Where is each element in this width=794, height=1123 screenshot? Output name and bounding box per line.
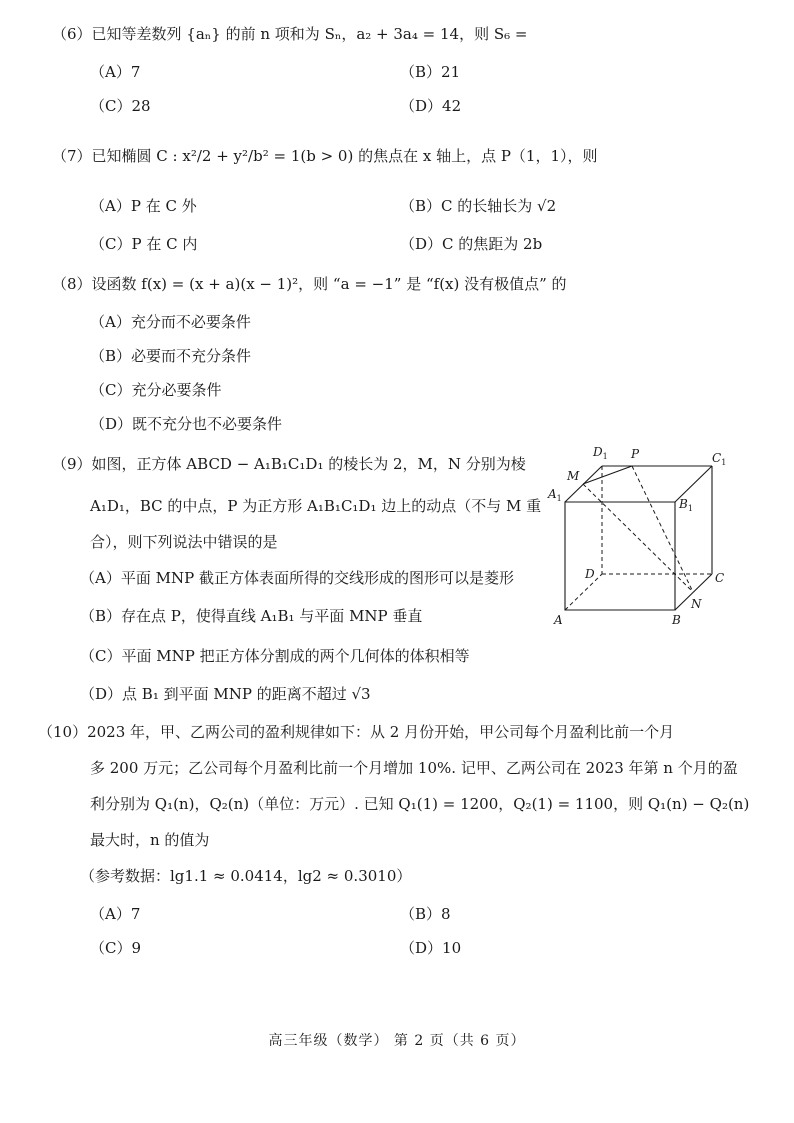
q10-stem-line4: 最大时，n 的值为 [90,831,210,849]
cube-figure [540,440,740,630]
q10-reference-data: （参考数据：lg1.1 ≈ 0.0414，lg2 ≈ 0.3010） [80,867,412,885]
q8-stem: （8）设函数 f(x) = (x + a)(x − 1)²，则 “a = −1” 是 “f(x) 没有极值点” 的 [52,275,567,293]
q6-stem: （6）已知等差数列 {aₙ} 的前 n 项和为 Sₙ，a₂ + 3a₄ = 14，则 S₆ = [52,25,528,43]
label-c: C [715,571,725,585]
label-c1: $C_1$ [712,451,727,467]
cube-hidden-edge-ad [565,574,602,610]
segment-pn [632,466,693,592]
label-b: B [672,613,681,627]
q8-option-c: （C）充分必要条件 [90,381,222,399]
q10-option-a: （A）7 [90,905,141,923]
q9-option-a: （A）平面 MNP 截正方体表面所得的交线形成的图形可以是菱形 [80,569,514,587]
q9-stem-line1: （9）如图，正方体 ABCD − A₁B₁C₁D₁ 的棱长为 2，M，N 分别为棱 [52,455,526,473]
label-p: P [631,447,640,461]
q10-option-c: （C）9 [90,939,142,957]
q7-option-c: （C）P 在 C 内 [90,235,198,253]
q8-option-a: （A）充分而不必要条件 [90,313,251,331]
q10-option-b: （B）8 [400,905,451,923]
label-a1: $A_1$ [548,487,562,503]
label-a: A [554,613,563,627]
q10-stem-line3: 利分别为 Q₁(n)，Q₂(n)（单位：万元）. 已知 Q₁(1) = 1200，Q₂(1) = 1100，则 Q₁(n) − Q₂(n) [90,795,750,813]
q9-stem-line2: A₁D₁，BC 的中点，P 为正方形 A₁B₁C₁D₁ 边上的动点（不与 M 重 [90,497,542,515]
q9-option-c: （C）平面 MNP 把正方体分割成的两个几何体的体积相等 [80,647,470,665]
q7-option-d: （D）C 的焦距为 2b [400,235,543,253]
q6-option-a: （A）7 [90,63,141,81]
q9-stem-line3: 合），则下列说法中错误的是 [90,533,278,551]
q10-stem-line1: （10）2023 年，甲、乙两公司的盈利规律如下：从 2 月份开始，甲公司每个月盈利比前一个月 [38,723,675,741]
page-footer: 高三年级（数学） 第 2 页（共 6 页） [268,1033,526,1049]
label-b1: $B_1$ [679,497,693,513]
q6-option-c: （C）28 [90,97,151,115]
label-m: M [567,469,580,483]
q9-option-d: （D）点 B₁ 到平面 MNP 的距离不超过 √3 [80,685,371,703]
label-n: N [691,597,702,611]
segment-mp [583,466,632,484]
q8-option-d: （D）既不充分也不必要条件 [90,415,283,433]
label-d1: $D_1$ [593,445,608,461]
q7-stem: （7）已知椭圆 C : x²/2 + y²/b² = 1(b > 0) 的焦点在 x 轴上，点 P（1，1），则 [52,147,598,165]
q10-stem-line2: 多 200 万元；乙公司每个月盈利比前一个月增加 10%. 记甲、乙两公司在 2023 年第 n 个月的盈 [90,759,738,777]
q7-option-a: （A）P 在 C 外 [90,197,197,215]
q7-option-b: （B）C 的长轴长为 √2 [400,197,557,215]
q6-option-b: （B）21 [400,63,461,81]
q10-option-d: （D）10 [400,939,462,957]
label-d: D [585,567,595,581]
q8-option-b: （B）必要而不充分条件 [90,347,252,365]
q9-option-b: （B）存在点 P，使得直线 A₁B₁ 与平面 MNP 垂直 [80,607,423,625]
q6-option-d: （D）42 [400,97,462,115]
